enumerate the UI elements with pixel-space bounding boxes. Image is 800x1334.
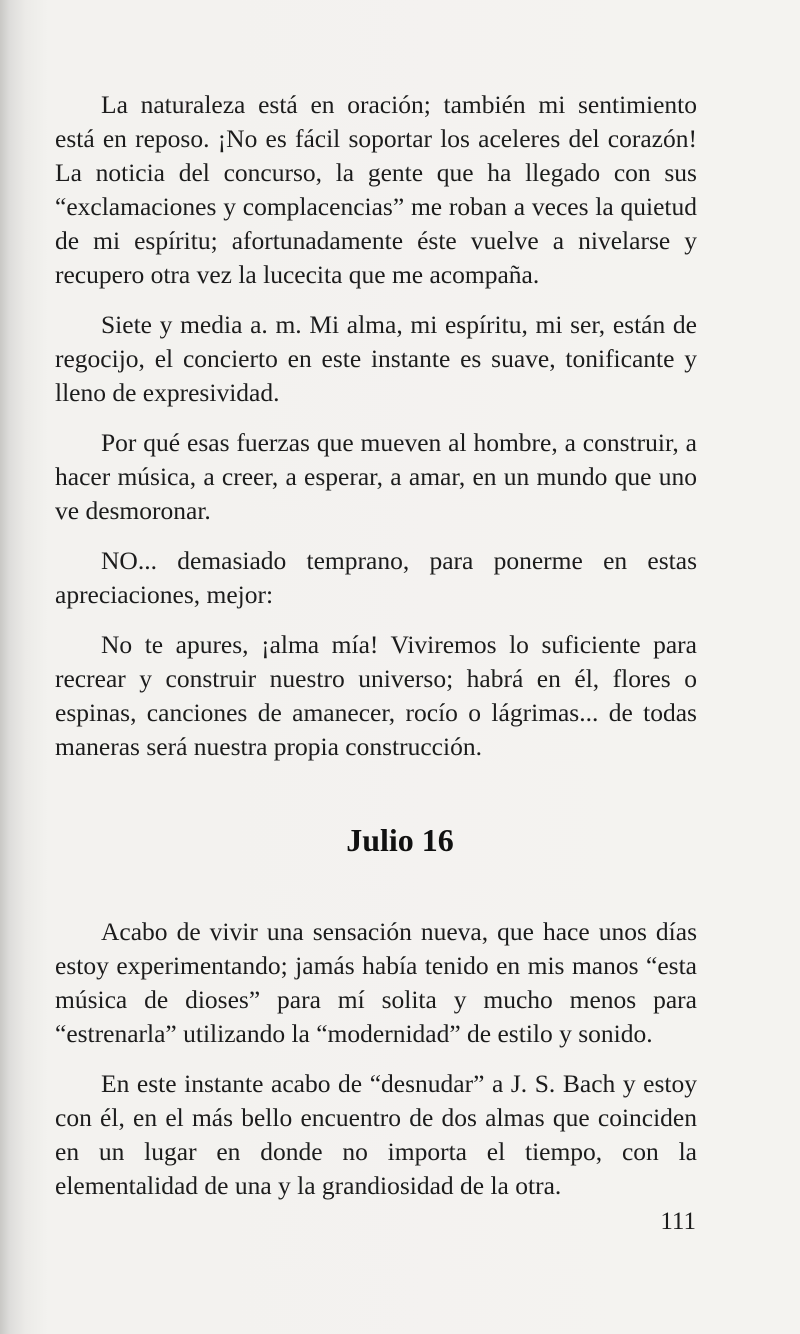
paragraph-6: Acabo de vivir una sensación nueva, que hace unos días estoy experimentando; jamás había tenido en mis manos “esta música de dioses” para mí solita y mucho menos para “estrenarla” utilizando la “modernidad” de estilo y sonido.	[55, 917, 697, 1048]
paragraph-4: NO... demasiado temprano, para ponerme en estas apreciaciones, mejor:	[55, 546, 697, 609]
body-text-bottom	[55, 915, 697, 1219]
paragraph-3: Por qué esas fuerzas que mueven al hombre, a construir, a hacer música, a creer, a esperar, a amar, en un mundo que uno ve desmoronar.	[55, 428, 697, 525]
paragraph-5: No te apures, ¡alma mía! Viviremos lo suficiente para recrear y construir nuestro universo; habrá en él, flores o espinas, canciones de amanecer, rocío o lágrimas... de todas maneras será nuestra propia construcción.	[55, 630, 697, 761]
body-text-top	[55, 88, 697, 780]
section-title: Julio 16	[346, 822, 454, 858]
paragraph-1: La naturaleza está en oración; también mi sentimiento está en reposo. ¡No es fácil soportar los aceleres del corazón! La noticia del concurso, la gente que ha llegado con sus “exclamaciones y complacencias” me roban a veces la quietud de mi espíritu; afortunadamente éste vuelve a nivelarse y recupero otra vez la lucecita que me acompaña.	[55, 90, 697, 289]
page-number: 111	[660, 1208, 696, 1235]
paragraph-7: En este instante acabo de “desnudar” a J. S. Bach y estoy con él, en el más bello encuentro de dos almas que coinciden en un lugar en donde no importa el tiempo, con la elementalidad de una y la grandiosidad de la otra.	[55, 1069, 697, 1200]
paragraph-2: Siete y media a. m. Mi alma, mi espíritu, mi ser, están de regocijo, el concierto en este instante es suave, tonificante y lleno de expresividad.	[55, 310, 697, 407]
